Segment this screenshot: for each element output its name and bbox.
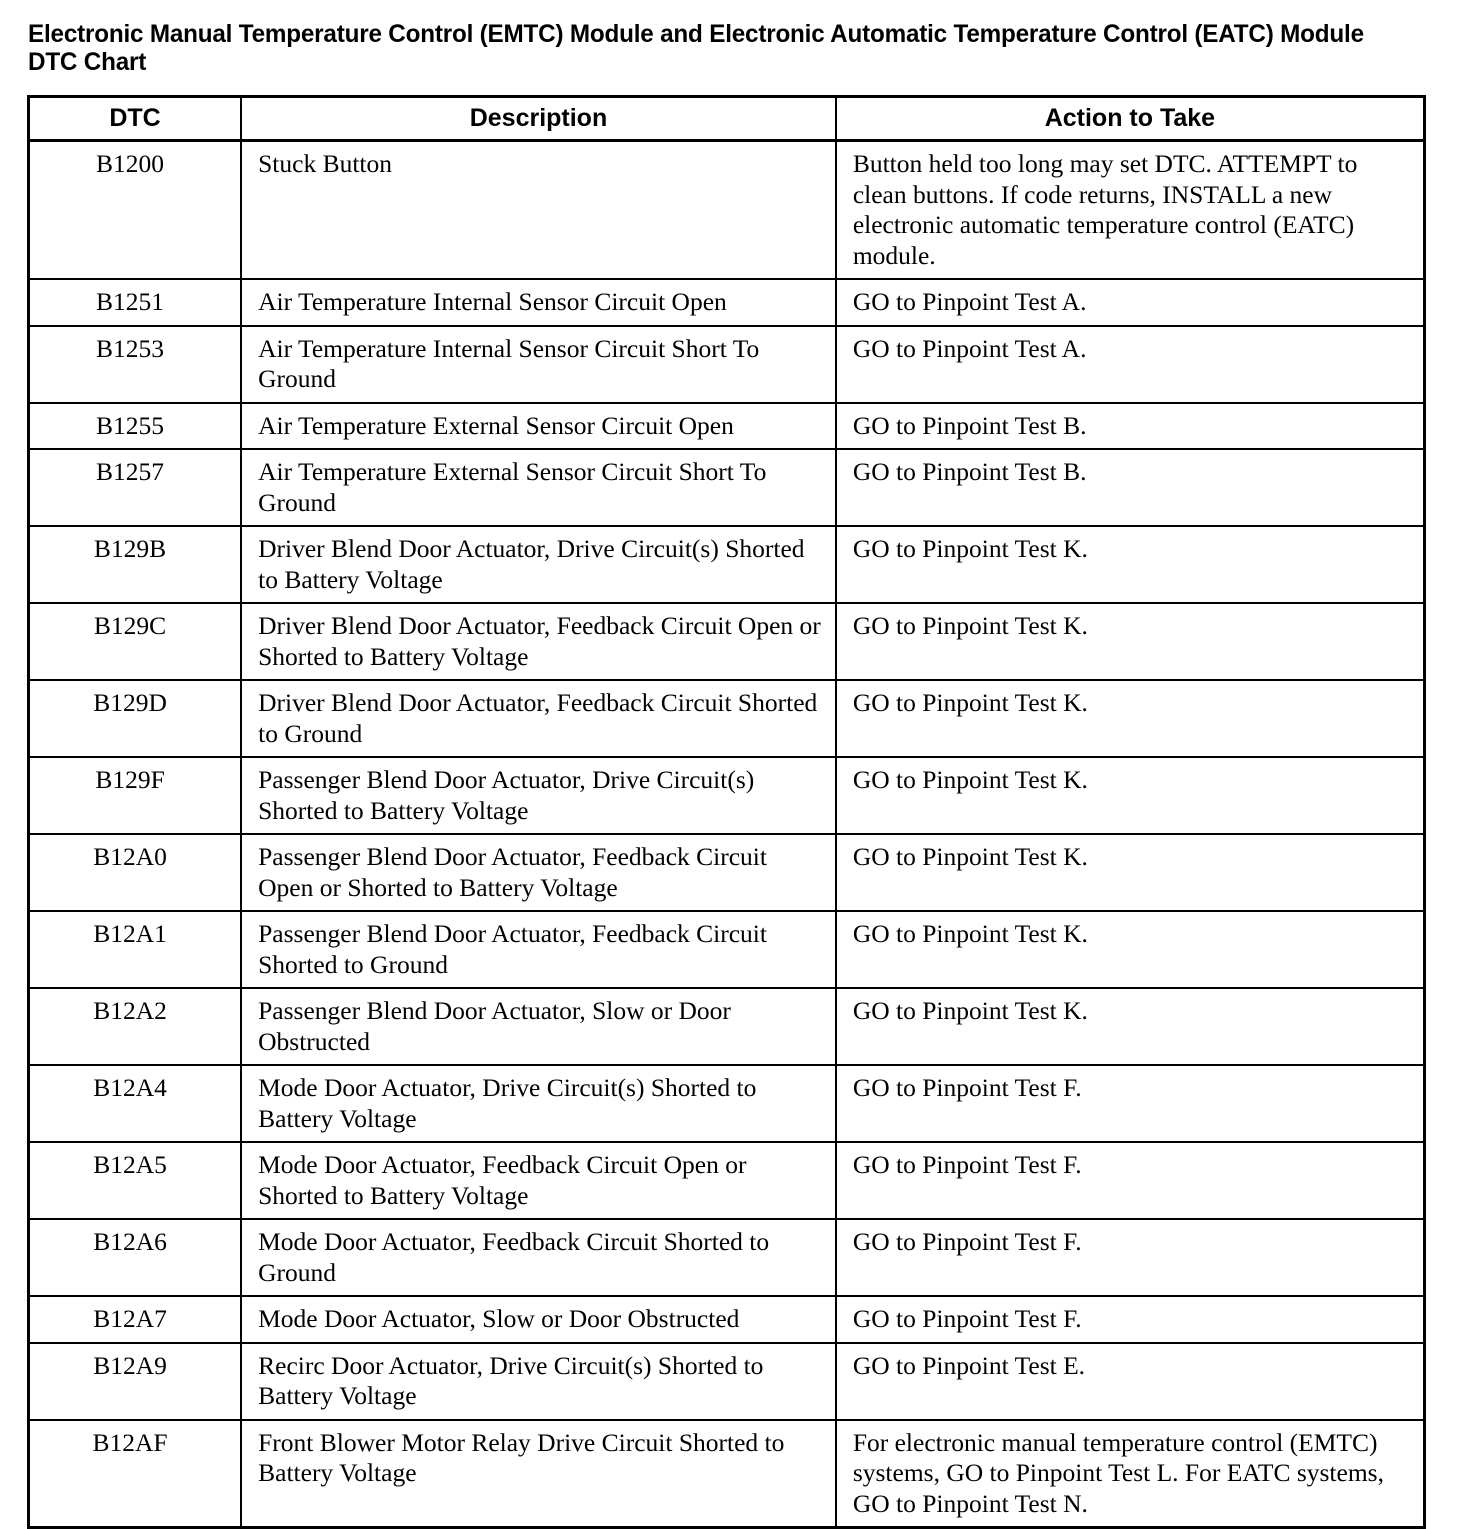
header-dtc: DTC: [29, 97, 242, 141]
dtc-action: GO to Pinpoint Test B.: [836, 403, 1425, 450]
dtc-description: Air Temperature Internal Sensor Circuit Short To Ground: [241, 326, 836, 403]
table-row: [29, 911, 1425, 988]
table-row: [29, 757, 1425, 834]
table-row: [29, 326, 1425, 403]
table-row: [29, 1219, 1425, 1296]
dtc-action: GO to Pinpoint Test A.: [836, 326, 1425, 403]
dtc-action: GO to Pinpoint Test A.: [836, 279, 1425, 326]
table-row: [29, 403, 1425, 450]
dtc-action: GO to Pinpoint Test K.: [836, 911, 1425, 988]
header-description: Description: [241, 97, 836, 141]
dtc-code: B129C: [29, 603, 242, 680]
dtc-description: Mode Door Actuator, Slow or Door Obstructed: [241, 1296, 836, 1343]
dtc-code: B1200: [29, 141, 242, 280]
table-row: [29, 988, 1425, 1065]
dtc-code: B12A0: [29, 834, 242, 911]
table-header-row: [29, 97, 1425, 141]
dtc-action: GO to Pinpoint Test E.: [836, 1343, 1425, 1420]
table-row: [29, 1065, 1425, 1142]
dtc-chart-table: [27, 95, 1426, 1529]
table-row: [29, 1142, 1425, 1219]
dtc-description: Driver Blend Door Actuator, Drive Circuit(s) Shorted to Battery Voltage: [241, 526, 836, 603]
dtc-action: GO to Pinpoint Test B.: [836, 449, 1425, 526]
dtc-description: Mode Door Actuator, Feedback Circuit Shorted to Ground: [241, 1219, 836, 1296]
dtc-code: B12A2: [29, 988, 242, 1065]
dtc-code: B129D: [29, 680, 242, 757]
dtc-action: For electronic manual temperature control (EMTC) systems, GO to Pinpoint Test L. For EATC systems, GO to Pinpoint Test N.: [836, 1420, 1425, 1528]
dtc-code: B129B: [29, 526, 242, 603]
dtc-description: Air Temperature External Sensor Circuit Short To Ground: [241, 449, 836, 526]
dtc-code: B12A6: [29, 1219, 242, 1296]
dtc-action: GO to Pinpoint Test K.: [836, 988, 1425, 1065]
dtc-code: B1255: [29, 403, 242, 450]
dtc-code: B12A4: [29, 1065, 242, 1142]
dtc-description: Passenger Blend Door Actuator, Slow or Door Obstructed: [241, 988, 836, 1065]
dtc-action: GO to Pinpoint Test K.: [836, 603, 1425, 680]
page-title: Electronic Manual Temperature Control (EMTC) Module and Electronic Automatic Temperature Control (EATC) Module DTC Chart: [28, 20, 1364, 76]
header-action: Action to Take: [836, 97, 1425, 141]
dtc-action: GO to Pinpoint Test K.: [836, 680, 1425, 757]
dtc-description: Recirc Door Actuator, Drive Circuit(s) Shorted to Battery Voltage: [241, 1343, 836, 1420]
dtc-description: Driver Blend Door Actuator, Feedback Circuit Shorted to Ground: [241, 680, 836, 757]
table-row: [29, 449, 1425, 526]
dtc-code: B12AF: [29, 1420, 242, 1528]
table-row: [29, 680, 1425, 757]
table-row: [29, 834, 1425, 911]
dtc-action: GO to Pinpoint Test K.: [836, 834, 1425, 911]
table-row: [29, 526, 1425, 603]
table-row: [29, 279, 1425, 326]
dtc-code: B129F: [29, 757, 242, 834]
table-row: [29, 1296, 1425, 1343]
dtc-description: Driver Blend Door Actuator, Feedback Circuit Open or Shorted to Battery Voltage: [241, 603, 836, 680]
dtc-action: GO to Pinpoint Test K.: [836, 757, 1425, 834]
dtc-code: B12A9: [29, 1343, 242, 1420]
dtc-action: GO to Pinpoint Test F.: [836, 1219, 1425, 1296]
table-row: [29, 603, 1425, 680]
dtc-description: Passenger Blend Door Actuator, Feedback Circuit Shorted to Ground: [241, 911, 836, 988]
dtc-action: GO to Pinpoint Test F.: [836, 1065, 1425, 1142]
table-row: [29, 1343, 1425, 1420]
dtc-description: Passenger Blend Door Actuator, Drive Circuit(s) Shorted to Battery Voltage: [241, 757, 836, 834]
dtc-code: B12A1: [29, 911, 242, 988]
dtc-action: GO to Pinpoint Test F.: [836, 1142, 1425, 1219]
dtc-action: GO to Pinpoint Test K.: [836, 526, 1425, 603]
table-row: [29, 141, 1425, 280]
dtc-description: Mode Door Actuator, Feedback Circuit Open or Shorted to Battery Voltage: [241, 1142, 836, 1219]
dtc-code: B1253: [29, 326, 242, 403]
dtc-description: Air Temperature Internal Sensor Circuit Open: [241, 279, 836, 326]
dtc-action: Button held too long may set DTC. ATTEMPT to clean buttons. If code returns, INSTALL a new electronic automatic temperature control (EATC) module.: [836, 141, 1425, 280]
dtc-code: B1257: [29, 449, 242, 526]
dtc-action: GO to Pinpoint Test F.: [836, 1296, 1425, 1343]
dtc-code: B12A5: [29, 1142, 242, 1219]
dtc-description: Mode Door Actuator, Drive Circuit(s) Shorted to Battery Voltage: [241, 1065, 836, 1142]
table-row: [29, 1420, 1425, 1528]
dtc-description: Air Temperature External Sensor Circuit Open: [241, 403, 836, 450]
dtc-description: Passenger Blend Door Actuator, Feedback Circuit Open or Shorted to Battery Voltage: [241, 834, 836, 911]
dtc-description: Stuck Button: [241, 141, 836, 280]
dtc-code: B1251: [29, 279, 242, 326]
dtc-code: B12A7: [29, 1296, 242, 1343]
dtc-description: Front Blower Motor Relay Drive Circuit Shorted to Battery Voltage: [241, 1420, 836, 1528]
